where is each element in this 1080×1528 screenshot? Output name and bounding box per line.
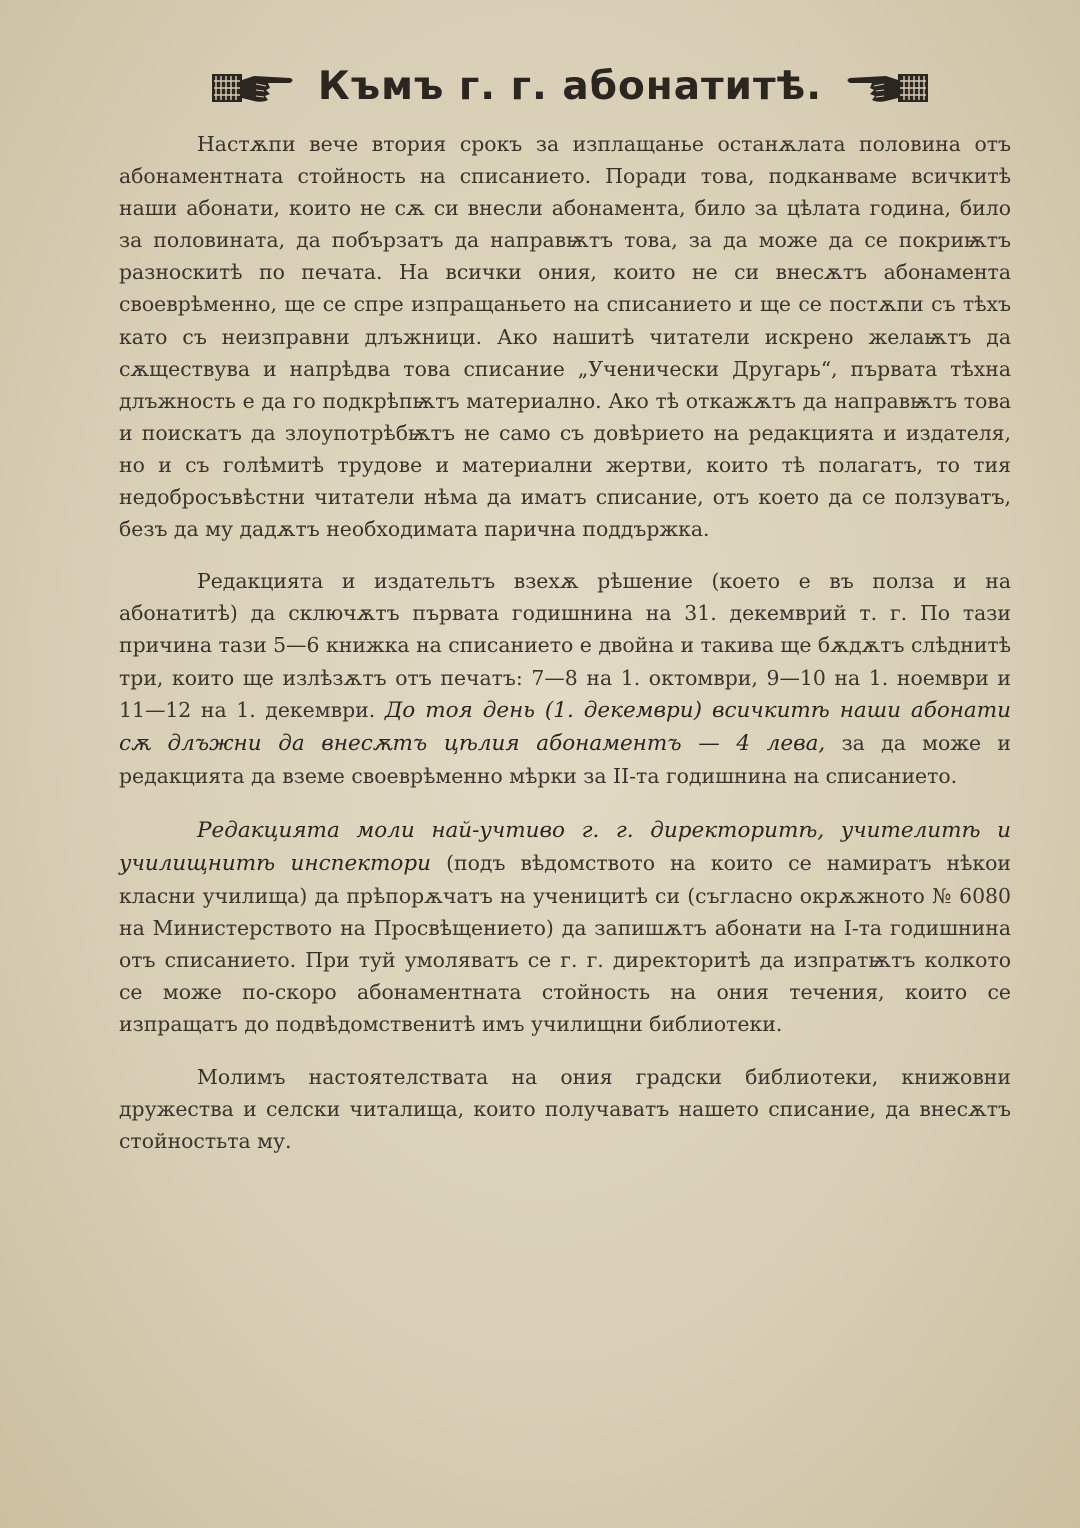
schedule-text: Редакцията и издательтъ взехѫ рѣшение (което е въ полза и на абонатитѣ) да сключѫтъ първата годишнина на 31. декемврий т. г. По тази причина тази 5—6 книжка на списанието е двойна и такива ще бѫдѫтъ слѣднитѣ три, които ще излѣзѫтъ отъ печатъ: 7—8 на 1. октомври, 9—10 на 1. ноември и 11—12 на 1. декември.: [119, 569, 1011, 722]
schedule-text-end: за да може и редакцията да вземе своеврѣменно мѣрки за II-та годишнина на списанието.: [119, 730, 1011, 788]
notice-title: Къмъ г. г. абонатитѣ.: [317, 64, 823, 109]
pointing-hand-right-icon: [210, 68, 296, 108]
directors-request-emphasis: Редакцията моли най-учтиво г. г. директоритѣ, учителитѣ и училищнитѣ инспектори: [119, 817, 1011, 876]
notice-body: [119, 128, 1011, 1157]
pointing-hand-left-icon: [844, 68, 930, 108]
directors-request-text: (подъ вѣдомството на които се намиратъ нѣкои класни училища) да прѣпорѫчатъ на ученицитѣ си (съгласно окрѫжното № 6080 на Министерството на Просвѣщението) да запишѫтъ абонати на I-та годишнина отъ списанието. При туй умоляватъ се г. г. директоритѣ да изпратѭтъ колкото се може по-скоро абонаментната стойность на ония течения, които се изпращатъ до подвѣдомственитѣ имъ училищни библиотеки.: [119, 850, 1011, 1037]
paragraph-directors-request: [119, 814, 1011, 1041]
notice-header: [210, 62, 930, 112]
paragraph-payment-deadline: Настѫпи вече втория срокъ за изплащанье останѫлата половина отъ абонаментната стойность на списанието. Поради това, подканваме всичкитѣ наши абонати, които не сѫ си внесли абонамента, било за цѣлата година, било за половината, да побързатъ да направѭтъ това, за да може да се покриѭтъ разноскитѣ по печата. На всички ония, които не си внесѫтъ абонамента своеврѣменно, ще се спре изпращаньето на списанието и ще се постѫпи съ тѣхъ като съ неизправни длъжници. Ако нашитѣ читатели искрено желаѭтъ да сѫществува и напрѣдва това списание „Ученически Другарь“, първата тѣхна длъжность е да го подкрѣпѭтъ материално. Ако тѣ откажѫтъ да направѭтъ това и поискатъ да злоупотрѣбѭтъ не само съ довѣрието на редакцията и издателя, но и съ голѣмитѣ трудове и материални жертви, които тѣ полагатъ, то тия недобросъвѣстни читатели нѣма да иматъ списание, отъ което да се ползуватъ, безъ да му дадѫтъ необходимата парична поддържка.: [119, 132, 1011, 542]
paragraph-volume-schedule: [119, 565, 1011, 792]
paragraph-libraries-request: Молимъ настоятелствата на ония градски библиотеки, книжовни дружества и селски читалища, които получаватъ нашето списание, да внесѫтъ стойностьта му.: [119, 1064, 1011, 1153]
subscription-deadline-emphasis: До тоя день (1. декември) всичкитѣ наши абонати сѫ длъжни да внесѫтъ цѣлия абонаментъ — 4 лева,: [119, 697, 1011, 756]
